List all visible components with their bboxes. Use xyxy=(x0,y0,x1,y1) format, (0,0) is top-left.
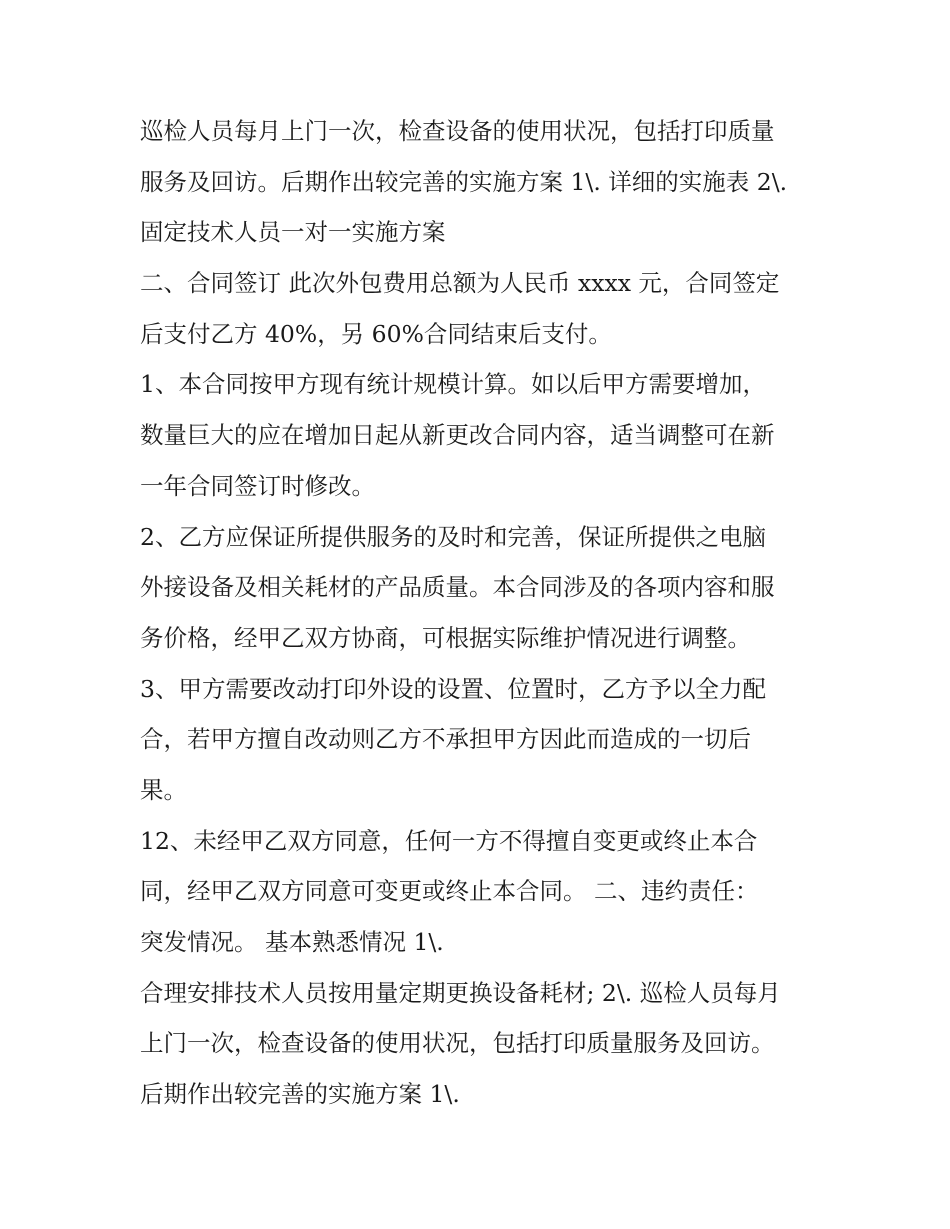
text-line: 一年合同签订时修改。 xyxy=(140,471,375,500)
text-line: 上门一次，检查设备的使用状况，包括打印质量服务及回访。 xyxy=(140,1029,775,1058)
text-line: 1、本合同按甲方现有统计规模计算。如以后甲方需要增加， xyxy=(140,370,766,399)
text-line: 同，经甲乙双方同意可变更或终止本合同。 二、违约责任： xyxy=(140,877,759,906)
document-body xyxy=(140,106,820,1120)
text-line: 后支付乙方 40%，另 60%合同结束后支付。 xyxy=(140,319,612,348)
text-line: 固定技术人员一对一实施方案 xyxy=(140,218,446,247)
text-line: 2、乙方应保证所提供服务的及时和完善，保证所提供之电脑 xyxy=(140,522,766,551)
text-line: 巡检人员每月上门一次，检查设备的使用状况，包括打印质量 xyxy=(140,117,775,145)
text-line: 数量巨大的应在增加日起从新更改合同内容，适当调整可在新 xyxy=(140,421,775,450)
text-line: 合，若甲方擅自改动则乙方不承担甲方因此而造成的一切后 xyxy=(140,725,751,754)
text-line: 服务及回访。后期作出较完善的实施方案 1\. 详细的实施表 2\. xyxy=(140,167,788,196)
text-line: 3、甲方需要改动打印外设的设置、位置时，乙方予以全力配 xyxy=(140,674,766,703)
text-line: 外接设备及相关耗材的产品质量。本合同涉及的各项内容和服 xyxy=(140,573,775,602)
text-line: 果。 xyxy=(140,775,187,804)
text-line: 合理安排技术人员按用量定期更换设备耗材; 2\. 巡检人员每月 xyxy=(140,978,781,1007)
text-line: 后期作出较完善的实施方案 1\. xyxy=(140,1080,460,1109)
text-line: 突发情况。 基本熟悉情况 1\. xyxy=(140,928,444,956)
text-line: 12、未经甲乙双方同意，任何一方不得擅自变更或终止本合 xyxy=(140,826,758,855)
text-line: 务价格，经甲乙双方协商，可根据实际维护情况进行调整。 xyxy=(140,623,751,652)
text-line: 二、合同签订 此次外包费用总额为人民币 xxxx 元，合同签定 xyxy=(140,269,780,298)
